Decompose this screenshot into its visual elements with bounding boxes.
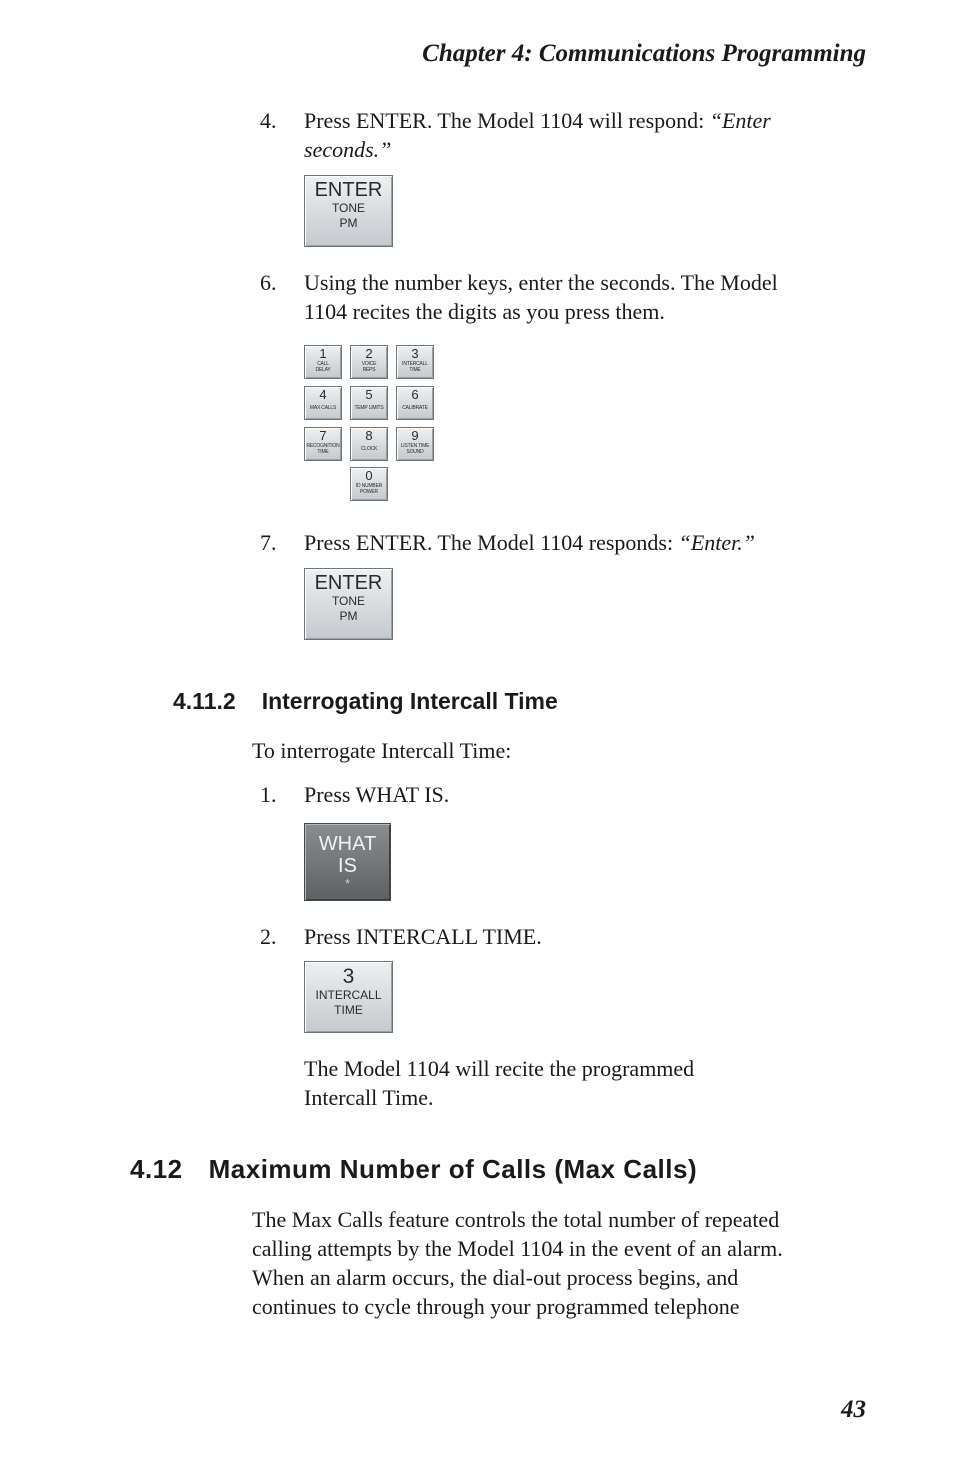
page-number: 43 — [841, 1396, 866, 1423]
step-number: 7. — [260, 530, 277, 555]
intercall-key-sub2: TIME — [334, 1003, 363, 1017]
what-is-key-image — [304, 823, 391, 901]
key-label: VOICE — [361, 361, 377, 367]
paragraph-line: The Max Calls feature controls the total number of repeated — [252, 1207, 780, 1232]
section-paragraph — [252, 1205, 872, 1321]
key-label: TEMP LIMITS — [354, 405, 384, 411]
what-is-key-line1: WHAT — [318, 833, 377, 855]
enter-key-image — [304, 568, 393, 640]
step-quote: “Enter.” — [678, 530, 756, 555]
section-number: 4.12 — [130, 1154, 183, 1184]
section-intro: To interrogate Intercall Time: — [252, 738, 512, 763]
step-text: Press INTERCALL TIME. — [304, 924, 542, 949]
intercall-key-image — [304, 961, 393, 1033]
step-text — [304, 106, 844, 164]
step-instruction: Press ENTER. The Model 1104 will respond: — [304, 108, 710, 133]
key-label: CLOCK — [360, 446, 378, 452]
result-line: The Model 1104 will recite the programmed — [304, 1056, 695, 1081]
keypad-key-8 — [350, 427, 388, 461]
enter-key-sub1: TONE — [331, 201, 366, 215]
step-text — [304, 268, 864, 326]
step-number: 1. — [260, 782, 277, 807]
key-label: DELAY — [315, 367, 331, 373]
section-title: Maximum Number of Calls (Max Calls) — [208, 1154, 698, 1184]
paragraph-line: continues to cycle through your programmed telephone — [252, 1294, 740, 1319]
enter-key-sub1: TONE — [331, 594, 366, 608]
section-heading-4-11-2 — [173, 688, 558, 715]
asterisk-icon: * — [344, 876, 351, 891]
key-label: MAX CALLS — [309, 405, 337, 411]
chapter-header: Chapter 4: Communications Programming — [422, 40, 866, 67]
keypad-key-0 — [350, 467, 388, 501]
paragraph-line: When an alarm occurs, the dial-out process begins, and — [252, 1265, 739, 1290]
key-label: SOUND — [406, 449, 424, 455]
result-text — [304, 1054, 824, 1112]
key-label: INTERCALL — [402, 361, 428, 367]
step-line: Using the number keys, enter the seconds. The Model — [304, 270, 778, 295]
key-digit: 2 — [365, 346, 373, 361]
key-label: LISTEN TIME — [400, 443, 430, 449]
step-number: 2. — [260, 924, 277, 949]
paragraph-line: calling attempts by the Model 1104 in the event of an alarm. — [252, 1236, 783, 1261]
section-title: Interrogating Intercall Time — [261, 688, 558, 714]
key-digit: 9 — [411, 428, 419, 443]
enter-key-label: ENTER — [314, 179, 383, 201]
key-label: REPS — [362, 367, 376, 373]
key-label: CALL — [317, 361, 329, 367]
keypad-key-7 — [304, 427, 342, 461]
section-heading-4-12 — [130, 1154, 697, 1185]
key-label: ID NUMBER — [355, 483, 383, 489]
step-quote-cont: seconds.” — [304, 137, 392, 162]
key-digit: 6 — [411, 387, 419, 402]
keypad-key-4 — [304, 386, 342, 420]
key-label: RECOGNITION — [306, 443, 340, 449]
key-label: TIME — [317, 449, 329, 455]
key-digit: 5 — [365, 387, 373, 402]
enter-key-label: ENTER — [314, 572, 383, 594]
intercall-key-digit: 3 — [342, 965, 355, 988]
keypad-key-9 — [396, 427, 434, 461]
enter-key-sub2: PM — [339, 216, 358, 230]
key-digit: 0 — [365, 468, 373, 483]
enter-key-image — [304, 175, 393, 247]
step-line: 1104 recites the digits as you press them. — [304, 299, 665, 324]
key-digit: 8 — [365, 428, 373, 443]
key-digit: 4 — [319, 387, 327, 402]
keypad-key-6 — [396, 386, 434, 420]
key-label: POWER — [360, 489, 378, 495]
step-number: 6. — [260, 270, 277, 295]
result-line: Intercall Time. — [304, 1085, 434, 1110]
enter-key-sub2: PM — [339, 609, 358, 623]
section-number: 4.11.2 — [173, 688, 236, 714]
key-label: TIME — [409, 367, 421, 373]
step-text: Press WHAT IS. — [304, 782, 450, 807]
key-digit: 1 — [319, 346, 327, 361]
keypad-key-1 — [304, 345, 342, 379]
keypad-key-3 — [396, 345, 434, 379]
step-quote: “Enter — [709, 108, 771, 133]
key-label: CALIBRATE — [402, 405, 428, 411]
keypad-image — [304, 345, 439, 501]
intercall-key-sub1: INTERCALL — [315, 988, 382, 1002]
keypad-key-5 — [350, 386, 388, 420]
step-number: 4. — [260, 108, 277, 133]
key-digit: 3 — [411, 346, 419, 361]
step-text — [304, 528, 864, 557]
what-is-key-line2: IS — [338, 855, 357, 877]
keypad-key-2 — [350, 345, 388, 379]
key-digit: 7 — [319, 428, 327, 443]
step-instruction: Press ENTER. The Model 1104 responds: — [304, 530, 679, 555]
